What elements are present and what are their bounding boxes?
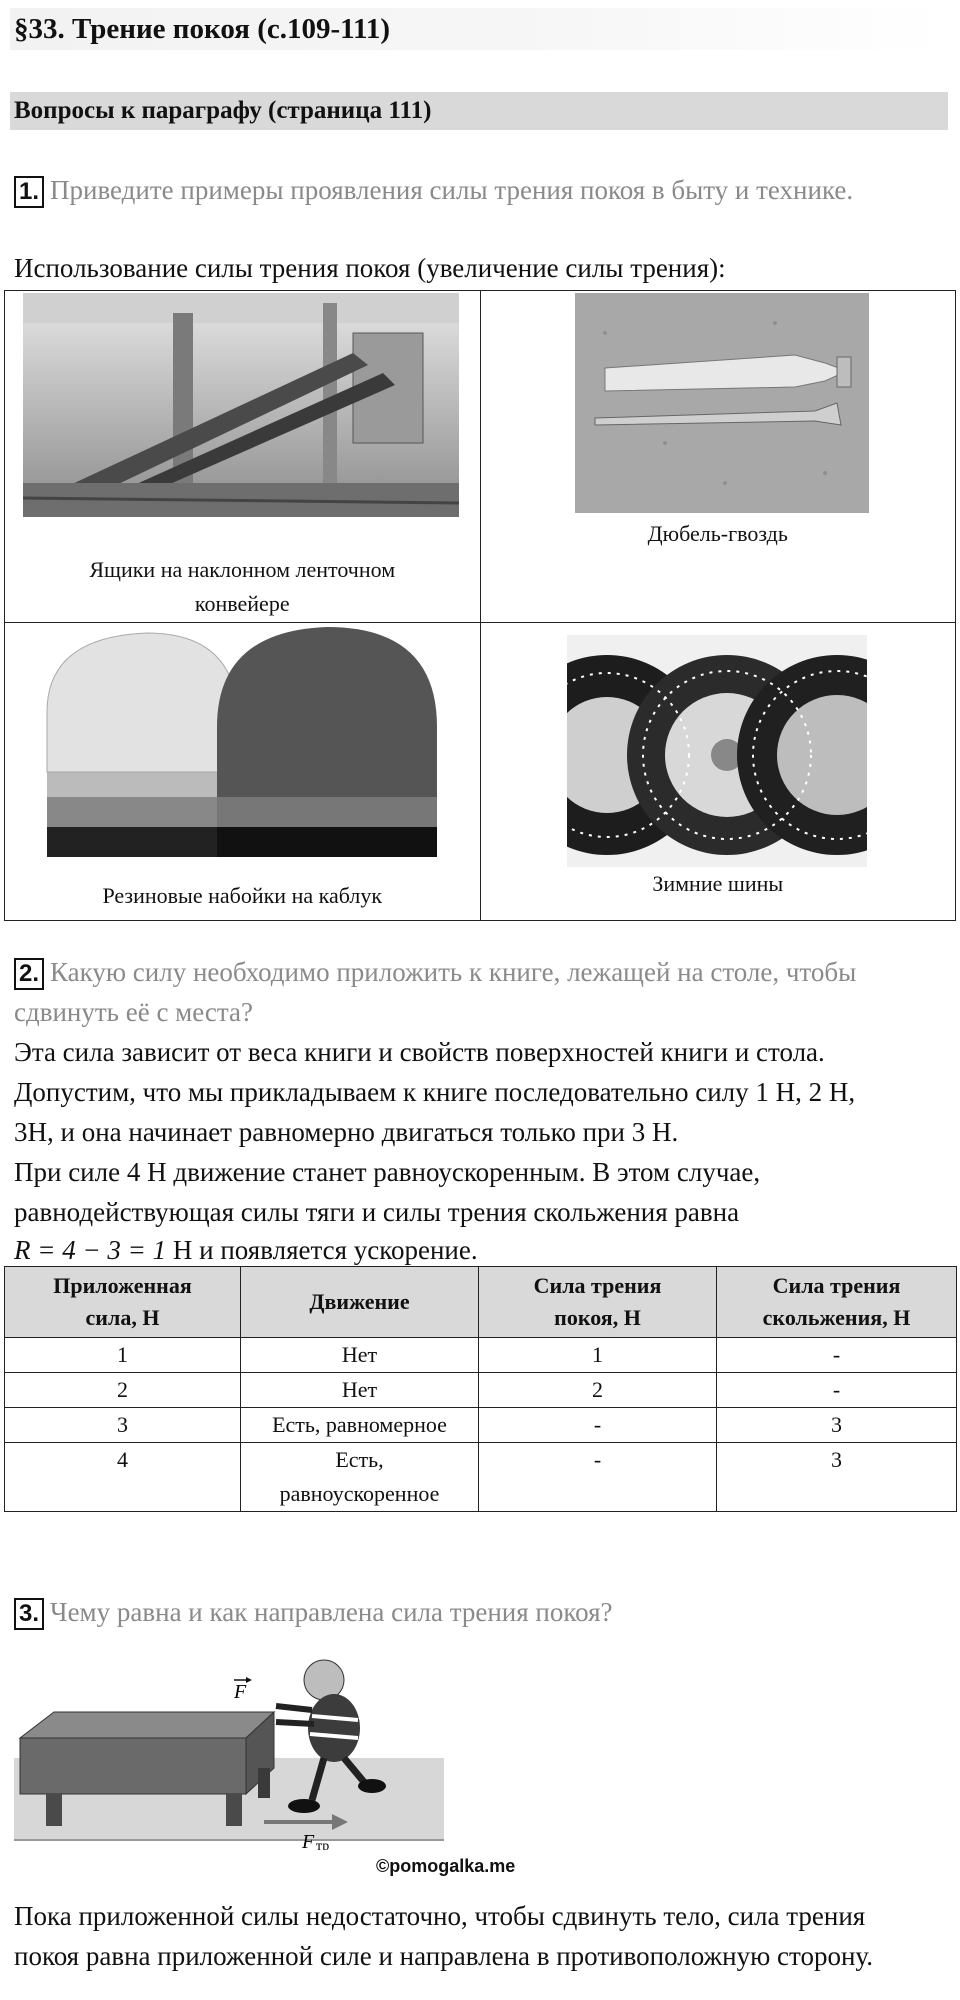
question-1-text: Приведите примеры проявления силы трения покоя в быту и технике. (50, 175, 854, 205)
q3-answer-line2: покоя равна приложенной силе и направлена в противоположную сторону. (14, 1941, 873, 1971)
cell-dowel (480, 291, 956, 623)
cell-conveyor (5, 291, 481, 623)
q1-intro: Использование силы трения покоя (увеличение силы трения): (14, 253, 726, 283)
tires-photo (567, 635, 867, 867)
cell-heels (5, 623, 481, 921)
col-header-static-friction: Сила трения покоя, Н (479, 1267, 717, 1338)
q2-answer-line4: При силе 4 Н движение станет равноускоренным. В этом случае, (14, 1157, 761, 1187)
table-cell: 3 (717, 1443, 957, 1512)
table-cell: - (479, 1443, 717, 1512)
push-table-figure (14, 1650, 444, 1850)
formula: R = 4 − 3 = 1 (14, 1235, 167, 1265)
table-cell: - (479, 1408, 717, 1443)
examples-image-grid (4, 290, 956, 921)
caption-heels: Резиновые набойки на каблук (102, 883, 383, 908)
q2-answer-line5: равнодействующая силы тяги и силы трения скольжения равна (14, 1197, 740, 1227)
table-cell: - (717, 1373, 957, 1408)
table-cell: 3 (5, 1408, 241, 1443)
q2-formula-line (14, 1230, 478, 1270)
push-table-illustration (14, 1650, 444, 1850)
table-cell: 1 (479, 1338, 717, 1373)
col-header-sliding-friction: Сила трения скольжения, Н (717, 1267, 957, 1338)
caption-dowel: Дюбель-гвоздь (647, 521, 788, 546)
site-credit: ©pomogalka.me (376, 1856, 516, 1876)
question-3 (14, 1592, 613, 1632)
q2-answer-line1: Эта сила зависит от веса книги и свойств поверхностей книги и стола. (14, 1037, 825, 1067)
table-row (5, 1443, 957, 1512)
question-2-text-line1: Какую силу необходимо приложить к книге, лежащей на столе, чтобы (50, 957, 857, 987)
table-row (5, 1373, 957, 1408)
q2-answer-line3: 3Н, и она начинает равномерно двигаться только при 3 Н. (14, 1117, 679, 1147)
force-label: F (234, 1681, 247, 1703)
table-cell: 3 (717, 1408, 957, 1443)
table-cell: - (717, 1338, 957, 1373)
question-1-number: 1. (14, 176, 44, 208)
formula-tail: Н и появляется ускорение. (172, 1235, 478, 1265)
table-row (5, 1408, 957, 1443)
question-1 (14, 170, 853, 210)
q2-answer-line2: Допустим, что мы прикладываем к книге последовательно силу 1 Н, 2 Н, (14, 1077, 856, 1107)
col-header-motion: Движение (241, 1267, 479, 1338)
caption-conveyor-line2: конвейере (194, 591, 290, 616)
caption-conveyor-line1: Ящики на наклонном ленточном (89, 557, 396, 582)
table-cell: Есть, равномерное (241, 1408, 479, 1443)
table-cell: 1 (5, 1338, 241, 1373)
heels-photo (27, 627, 457, 879)
conveyor-photo (23, 293, 459, 517)
question-2 (14, 952, 856, 992)
table-cell: 4 (5, 1443, 241, 1512)
table-cell: Есть, равноускоренное (241, 1443, 479, 1512)
table-cell: Нет (241, 1338, 479, 1373)
q3-answer-line1: Пока приложенной силы недостаточно, чтобы сдвинуть тело, сила трения (14, 1901, 866, 1931)
section-header: Вопросы к параграфу (страница 111) (10, 92, 948, 130)
friction-subscript: тр (316, 1839, 330, 1850)
forces-table (4, 1266, 957, 1512)
table-cell: 2 (479, 1373, 717, 1408)
dowel-photo (575, 293, 869, 513)
col-header-applied-force: Приложенная сила, Н (5, 1267, 241, 1338)
table-cell: Нет (241, 1373, 479, 1408)
question-3-text: Чему равна и как направлена сила трения покоя? (50, 1597, 613, 1627)
friction-label: F (302, 1831, 315, 1850)
table-row (5, 1338, 957, 1373)
caption-tires: Зимние шины (652, 871, 784, 896)
cell-tires (480, 623, 956, 921)
question-2-text-line2: сдвинуть её с места? (14, 997, 254, 1027)
question-2-number: 2. (14, 958, 44, 990)
question-3-number: 3. (14, 1598, 44, 1630)
table-cell: 2 (5, 1373, 241, 1408)
table-header-row (5, 1267, 957, 1338)
page-title: §33. Трение покоя (с.109-111) (10, 8, 950, 50)
